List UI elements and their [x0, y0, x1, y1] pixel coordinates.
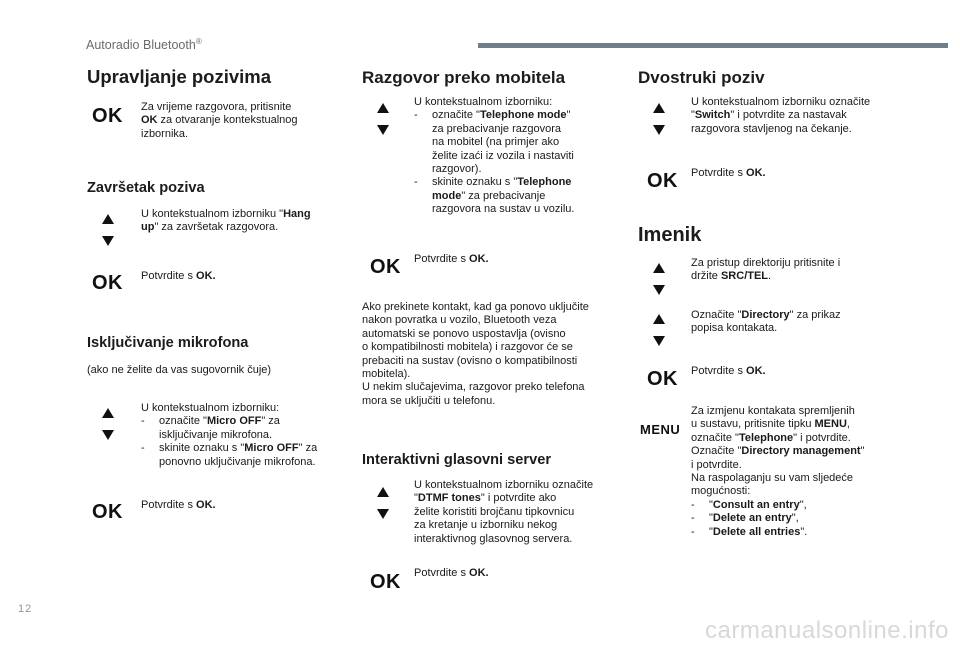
page-number: 12	[18, 603, 33, 615]
arrow-up-down-icon	[376, 103, 390, 135]
section-title-end-call: Završetak poziva	[87, 180, 205, 196]
arrow-up-down-icon	[101, 214, 115, 246]
text-block: Potvrdite s OK.	[414, 567, 489, 579]
mic-note: (ako ne želite da vas sugovornik čuje)	[87, 364, 272, 376]
ok-button-icon: OK	[647, 368, 678, 390]
text-block: Potvrdite s OK.	[141, 270, 216, 282]
text-block: U kontekstualnom izborniku označite "DTMF tones" i potvrdite ako želite koristiti brojčanu tipkovnicu za kretanje u izborniku nekog interaktivnog glasovnog servera.	[414, 479, 594, 545]
text-block: Potvrdite s OK.	[691, 167, 766, 179]
text-block: Označite "Directory" za prikaz popisa kontakata.	[691, 309, 841, 335]
text-block: U kontekstualnom izborniku "Hang up" za završetak razgovora.	[141, 208, 311, 234]
arrow-up-down-icon	[652, 314, 666, 346]
arrow-up-down-icon	[652, 263, 666, 295]
section-title-voice-server: Interaktivni glasovni server	[362, 452, 551, 468]
ok-button-icon: OK	[370, 571, 401, 593]
text-block: Za pristup direktoriju pritisnite i držite SRC/TEL.	[691, 257, 841, 283]
text-block: Za vrijeme razgovora, pritisnite OK za otvaranje kontekstualnog izbornika.	[141, 101, 298, 140]
text-block: U kontekstualnom izborniku označite "Switch" i potvrdite za nastavak razgovora stavljenog na čekanje.	[691, 96, 871, 135]
ok-button-icon: OK	[92, 105, 123, 127]
watermark: carmanualsonline.info	[705, 617, 949, 644]
text-block: Potvrdite s OK.	[691, 365, 766, 377]
arrow-up-down-icon	[376, 487, 390, 519]
ok-button-icon: OK	[92, 501, 123, 523]
header-rule	[478, 43, 948, 48]
arrow-up-down-icon	[652, 103, 666, 135]
text-block: U kontekstualnom izborniku: - označite "Micro OFF" za isključivanje mikrofona. - skinite oznaku s "Micro OFF" za ponovno uključivanje mikrofona.	[141, 402, 318, 468]
ok-button-icon: OK	[370, 256, 401, 278]
text-block: Potvrdite s OK.	[414, 253, 489, 265]
section-title-call-waiting: Dvostruki poziv	[638, 68, 765, 87]
running-header-title: Autoradio Bluetooth	[86, 38, 196, 53]
running-header	[86, 37, 202, 52]
reconnect-paragraph: Ako prekinete kontakt, kad ga ponovo uključite nakon povratka u vozilo, Bluetooth veza automatski se ponovo uspostavlja (ovisno o kompatibilnosti mobitela) i razgovor će se prebaciti na sustav (ovisno o kompatibilnosti mobitela). U nekim slučajevima, razgovor preko telefona mora se uključiti u telefonu.	[362, 301, 589, 407]
text-block: Potvrdite s OK.	[141, 499, 216, 511]
section-title-mobile-call: Razgovor preko mobitela	[362, 68, 566, 87]
arrow-up-down-icon	[101, 408, 115, 440]
text-block: Za izmjenu kontakata spremljenih u sustavu, pritisnite tipku MENU, označite "Telephone" i potvrdite. Označite "Directory management" i potvrdite. Na raspolaganju su vam sljedeće mogućnosti: - "Consult an entry", - "Delete an entry", - "Delete all entries".	[691, 405, 865, 538]
ok-button-icon: OK	[92, 272, 123, 294]
section-title-directory: Imenik	[638, 224, 702, 246]
text-block: U kontekstualnom izborniku: - označite "Telephone mode" za prebacivanje razgovora na mobitel (na primjer ako želite izaći iz vozila i nastaviti razgovor). - skinite oznaku s "Telephone mode" za prebacivanje razgovora na sustav u vozilu.	[414, 96, 575, 216]
section-title-mute-microphone: Isključivanje mikrofona	[87, 335, 249, 351]
trademark-sign: ®	[195, 37, 202, 46]
menu-button-icon: MENU	[640, 422, 681, 437]
ok-button-icon: OK	[647, 170, 678, 192]
section-title-call-management: Upravljanje pozivima	[87, 66, 272, 87]
